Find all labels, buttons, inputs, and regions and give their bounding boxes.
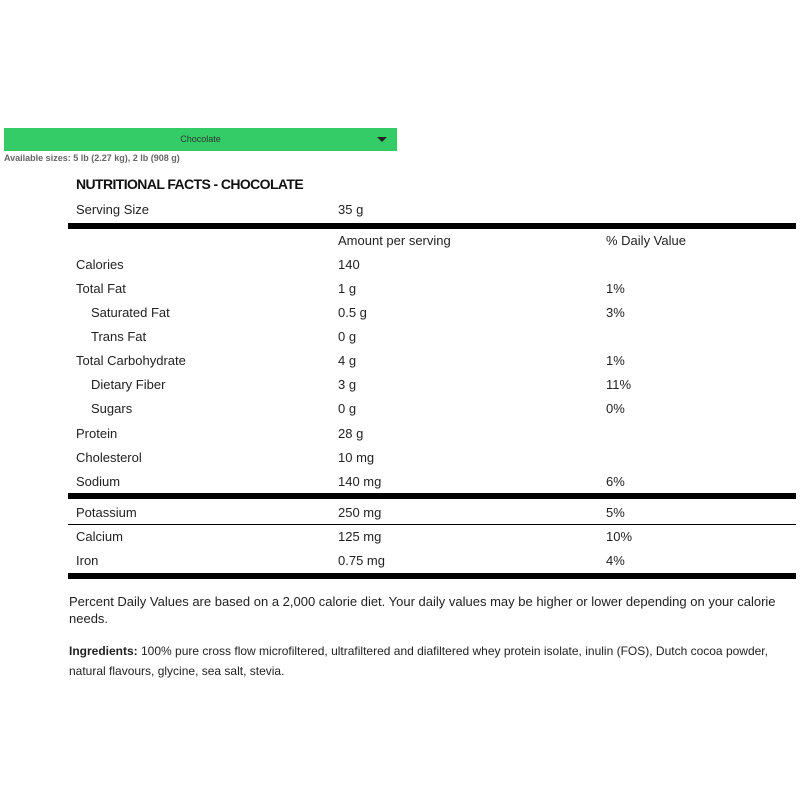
row-label: Trans Fat [91,329,147,344]
serving-label: Serving Size [76,202,149,217]
table-row [68,353,796,377]
table-row [68,329,796,353]
table-row [68,257,796,281]
flavor-select-value: Chocolate [180,134,221,144]
serving-value: 35 g [338,202,364,217]
row-label: Total Carbohydrate [76,353,186,368]
row-daily: 5% [606,505,625,520]
table-row [68,529,796,553]
row-amount: 0 g [338,401,357,416]
header-daily: % Daily Value [606,233,686,248]
row-daily: 10% [606,529,633,544]
ingredients-text: 100% pure cross flow microfiltered, ultrafiltered and diafiltered whey protein isolate, inulin (FOS), Dutch cocoa powder, natural flavours, glycine, sea salt, stevia. [69,644,768,678]
flavor-select[interactable] [4,128,397,151]
triangle-down-icon[interactable] [377,137,387,142]
row-label: Iron [76,553,99,568]
row-label: Protein [76,426,118,441]
table-row [68,281,796,305]
table-header [68,233,796,257]
row-label: Sodium [76,474,121,489]
header-amount: Amount per serving [338,233,451,248]
row-amount: 4 g [338,353,357,368]
ingredients-label: Ingredients: [69,644,138,658]
table-row [68,450,796,474]
row-amount: 1 g [338,281,357,296]
ingredients [69,641,794,681]
divider-thick [68,223,796,229]
row-label: Potassium [76,505,137,520]
table-row [68,505,796,529]
row-label: Calcium [76,529,123,544]
nutrition-title: NUTRITIONAL FACTS - CHOCOLATE [76,176,304,192]
row-daily: 4% [606,553,625,568]
row-label: Saturated Fat [91,305,170,320]
available-sizes: Available sizes: 5 lb (2.27 kg), 2 lb (908 g) [4,153,180,163]
row-daily: 0% [606,401,625,416]
row-amount: 140 mg [338,474,382,489]
row-amount: 250 mg [338,505,382,520]
daily-value-note: Percent Daily Values are based on a 2,000 calorie diet. Your daily values may be higher or lower depending on your calorie needs. [69,594,776,626]
row-daily: 3% [606,305,625,320]
row-label: Total Fat [76,281,126,296]
divider-thick [68,493,796,499]
table-row [68,377,796,401]
row-label: Calories [76,257,124,272]
divider-thin [68,524,796,525]
row-amount: 140 [338,257,360,272]
row-label: Cholesterol [76,450,142,465]
table-row [68,401,796,425]
row-daily: 1% [606,353,625,368]
row-amount: 125 mg [338,529,382,544]
row-daily: 6% [606,474,625,489]
divider-thick [68,573,796,579]
row-amount: 0.75 mg [338,553,385,568]
row-amount: 28 g [338,426,364,441]
row-daily: 11% [606,377,632,392]
row-label: Dietary Fiber [91,377,166,392]
table-row [68,426,796,450]
row-daily: 1% [606,281,625,296]
row-amount: 0 g [338,329,357,344]
row-label: Sugars [91,401,133,416]
row-amount: 3 g [338,377,357,392]
table-row [68,305,796,329]
row-amount: 0.5 g [338,305,367,320]
row-amount: 10 mg [338,450,375,465]
